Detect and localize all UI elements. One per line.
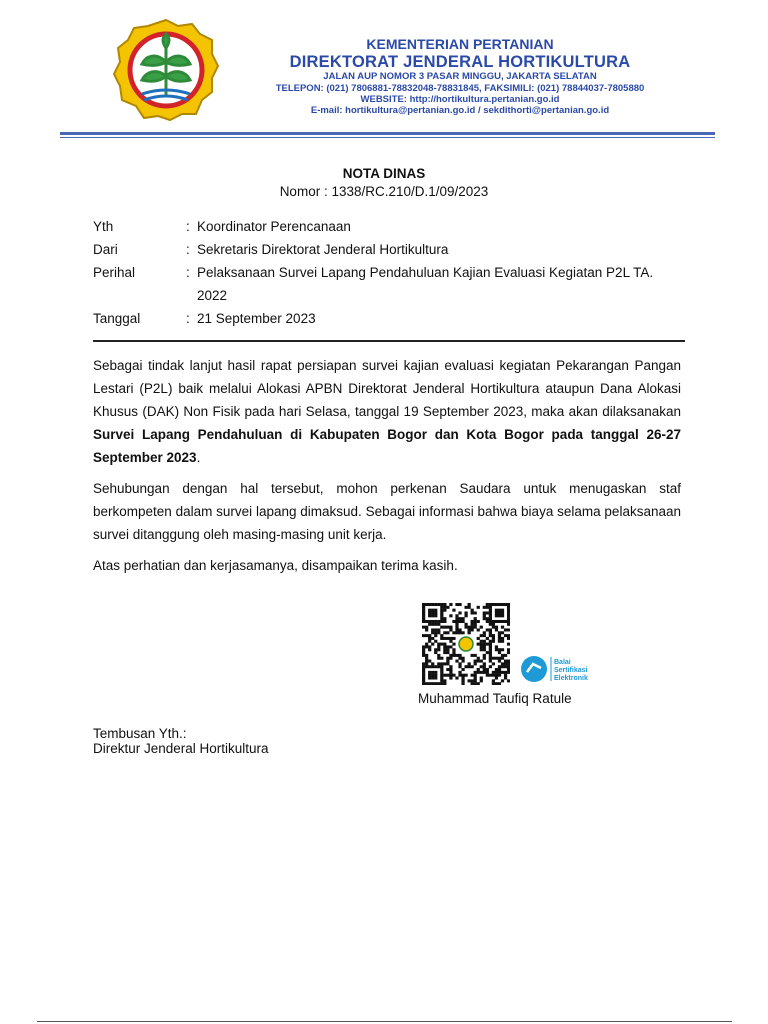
meta-colon: :	[186, 242, 190, 257]
meta-label-tanggal: Tanggal	[93, 311, 141, 326]
bsre-line-1: Balai	[554, 659, 571, 666]
meta-colon: :	[186, 265, 190, 280]
signer-name: Muhammad Taufiq Ratule	[418, 691, 572, 706]
letterhead-email: E-mail: hortikultura@pertanian.go.id / sekdithorti@pertanian.go.id	[310, 105, 610, 116]
header-separator	[93, 340, 685, 342]
meta-label-perihal: Perihal	[93, 265, 136, 280]
letterhead-phone: TELEPON: (021) 7806881-78832048-78831845, FAKSIMILI: (021) 78844037-7805880	[275, 83, 645, 94]
document-title: NOTA DINAS	[342, 166, 426, 181]
body-paragraph-3: Atas perhatian dan kerjasamanya, disampaikan terima kasih.	[93, 558, 458, 573]
bsre-line-3: Elektronik	[554, 675, 588, 682]
ministry-name: KEMENTERIAN PERTANIAN	[366, 36, 554, 52]
meta-colon: :	[186, 219, 190, 234]
cc-label: Tembusan Yth.:	[93, 726, 187, 741]
cc-recipient: Direktur Jenderal Hortikultura	[93, 741, 269, 756]
meta-colon: :	[186, 311, 190, 326]
directorate-name: DIREKTORAT JENDERAL HORTIKULTURA	[289, 53, 631, 71]
ministry-emblem-logo	[112, 18, 220, 122]
document-number: Nomor : 1338/RC.210/D.1/09/2023	[279, 184, 489, 199]
meta-value-yth: Koordinator Perencanaan	[197, 219, 351, 234]
body-paragraph-1	[93, 354, 681, 469]
meta-value-tanggal: 21 September 2023	[197, 311, 316, 326]
letterhead-rule-thin	[60, 137, 715, 138]
bsre-line-2: Sertifikasi	[554, 667, 588, 674]
footer-rule	[37, 1021, 732, 1022]
letterhead-rule	[60, 132, 715, 135]
meta-value-dari: Sekretaris Direktorat Jenderal Hortikultura	[197, 242, 449, 257]
meta-label-yth: Yth	[93, 219, 114, 234]
qr-code-icon	[422, 603, 510, 685]
paragraph-emphasis: Survei Lapang Pendahuluan di Kabupaten Bogor dan Kota Bogor pada tanggal 26-27 September 2023	[93, 427, 681, 465]
meta-value-perihal: Pelaksanaan Survei Lapang Pendahuluan Kajian Evaluasi Kegiatan P2L TA. 2022	[197, 265, 654, 303]
bsre-logo	[519, 654, 599, 684]
letterhead-website: WEBSITE: http://hortikultura.pertanian.go.id	[360, 94, 560, 105]
letterhead-address: JALAN AUP NOMOR 3 PASAR MINGGU, JAKARTA SELATAN	[323, 71, 597, 82]
meta-label-dari: Dari	[93, 242, 118, 257]
body-paragraph-2: Sehubungan dengan hal tersebut, mohon perkenan Saudara untuk menugaskan staf berkompeten dalam survei lapang dimaksud. Sebagai informasi bahwa biaya selama pelaksanaan survei ditanggung oleh masing-masing unit kerja.	[93, 481, 681, 542]
paragraph-text: Sebagai tindak lanjut hasil rapat persiapan survei kajian evaluasi kegiatan Pekarangan Pangan Lestari (P2L) baik melalui Alokasi APBN Direktorat Jenderal Hortikultura ataupun Dana Alokasi Khusus (DAK) Non Fisik pada hari Selasa, tanggal 19 September 2023, maka akan dilaksanakan	[93, 358, 681, 419]
paragraph-end: .	[196, 450, 201, 465]
